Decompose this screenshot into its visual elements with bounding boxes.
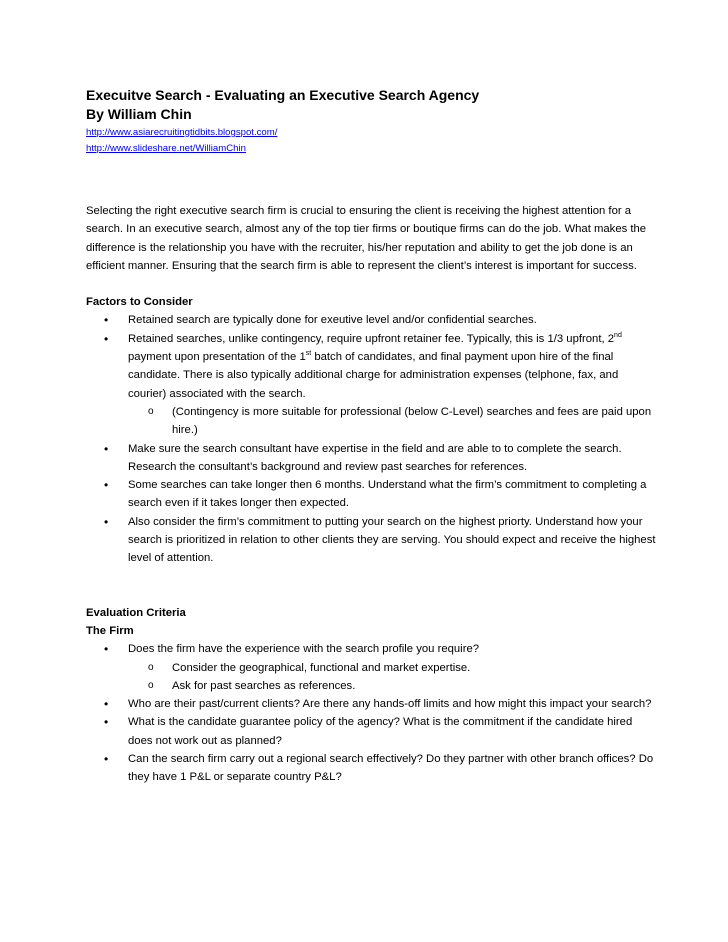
firm-subheading: The Firm bbox=[86, 624, 134, 637]
superscript-nd: nd bbox=[614, 332, 622, 340]
title-line-1: Execuitve Search - Evaluating an Executive Search Agency bbox=[86, 87, 480, 103]
sub-list-item bbox=[128, 403, 656, 440]
evaluation-list bbox=[86, 640, 656, 786]
eval-text-4: Can the search firm carry out a regional search effectively? Do they partner with other branch offices? Do they have 1 P&L or separate country P&L? bbox=[128, 753, 654, 784]
eval-sub-text-1: Consider the geographical, functional and market expertise. bbox=[172, 661, 471, 674]
factor-text-4: Some searches can take longer then 6 months. Understand what the firm’s commitment to completing a search even if it takes longer then expected. bbox=[128, 479, 647, 510]
list-item bbox=[86, 440, 656, 477]
eval-sub-text-2: Ask for past searches as references. bbox=[172, 679, 356, 692]
eval-text-2: Who are their past/current clients? Are there any hands-off limits and how might this impact your search? bbox=[128, 698, 652, 711]
list-item bbox=[86, 695, 656, 713]
factor-text-2b: payment upon presentation of the 1 bbox=[128, 351, 306, 364]
list-item bbox=[86, 640, 656, 695]
factor-text-1: Retained search are typically done for exeutive level and/or confidential searches. bbox=[128, 314, 537, 327]
factor-text-2a: Retained searches, unlike contingency, require upfront retainer fee. Typically, this is 1/3 upfront, 2 bbox=[128, 332, 615, 345]
sub-list-item bbox=[128, 659, 656, 677]
list-item bbox=[86, 330, 656, 440]
list-item bbox=[86, 713, 656, 750]
factors-heading: Factors to Consider bbox=[86, 296, 193, 309]
list-item bbox=[86, 513, 656, 568]
list-item bbox=[86, 476, 656, 513]
list-item bbox=[86, 311, 656, 329]
factors-list bbox=[86, 311, 656, 567]
factor-text-3: Make sure the search consultant have expertise in the field and are able to to complete the search. Research the consultant’s background and review past searches for references. bbox=[128, 442, 622, 473]
intro-paragraph: Selecting the right executive search firm is crucial to ensuring the client is receiving the highest attention for a search. In an executive search, almost any of the top tier firms or boutique firms can do the job. What makes the difference is the relationship you have with the recruiter, his/her reputation and ability to get the job done is an efficient manner. Ensuring that the search firm is able to represent the client’s interest is important for success. bbox=[86, 205, 647, 272]
factor-text-2c: batch of candidates, and final payment upon hire of the final candidate. There is also typically additional charge for administration expenses (telphone, fax, and courier) associated with the search. bbox=[128, 351, 619, 400]
eval-text-3: What is the candidate guarantee policy of the agency? What is the commitment if the candidate hired does not work out as planned? bbox=[128, 716, 633, 747]
factor-sublist bbox=[128, 403, 656, 440]
eval-sublist bbox=[128, 659, 656, 696]
author-links bbox=[86, 125, 656, 157]
author-byline: By William Chin bbox=[86, 106, 192, 122]
eval-text-1: Does the firm have the experience with the search profile you require? bbox=[128, 643, 480, 656]
superscript-st: st bbox=[305, 350, 312, 358]
list-item bbox=[86, 750, 656, 787]
slideshare-link[interactable]: http://www.slideshare.net/WilliamChin bbox=[86, 143, 246, 154]
document-page bbox=[86, 86, 656, 787]
sub-list-item bbox=[128, 677, 656, 695]
factor-text-5: Also consider the firm’s commitment to putting your search on the highest priorty. Understand how your search is prioritized in relation to other clients they are serving. You should expect and receive the highest level of attention. bbox=[128, 515, 656, 565]
evaluation-heading: Evaluation Criteria bbox=[86, 606, 186, 619]
blog-link[interactable]: http://www.asiarecruitingtidbits.blogspot.com/ bbox=[86, 127, 278, 138]
factor-sub-text: (Contingency is more suitable for professional (below C-Level) searches and fees are paid upon hire.) bbox=[172, 405, 652, 437]
document-title bbox=[86, 86, 656, 124]
